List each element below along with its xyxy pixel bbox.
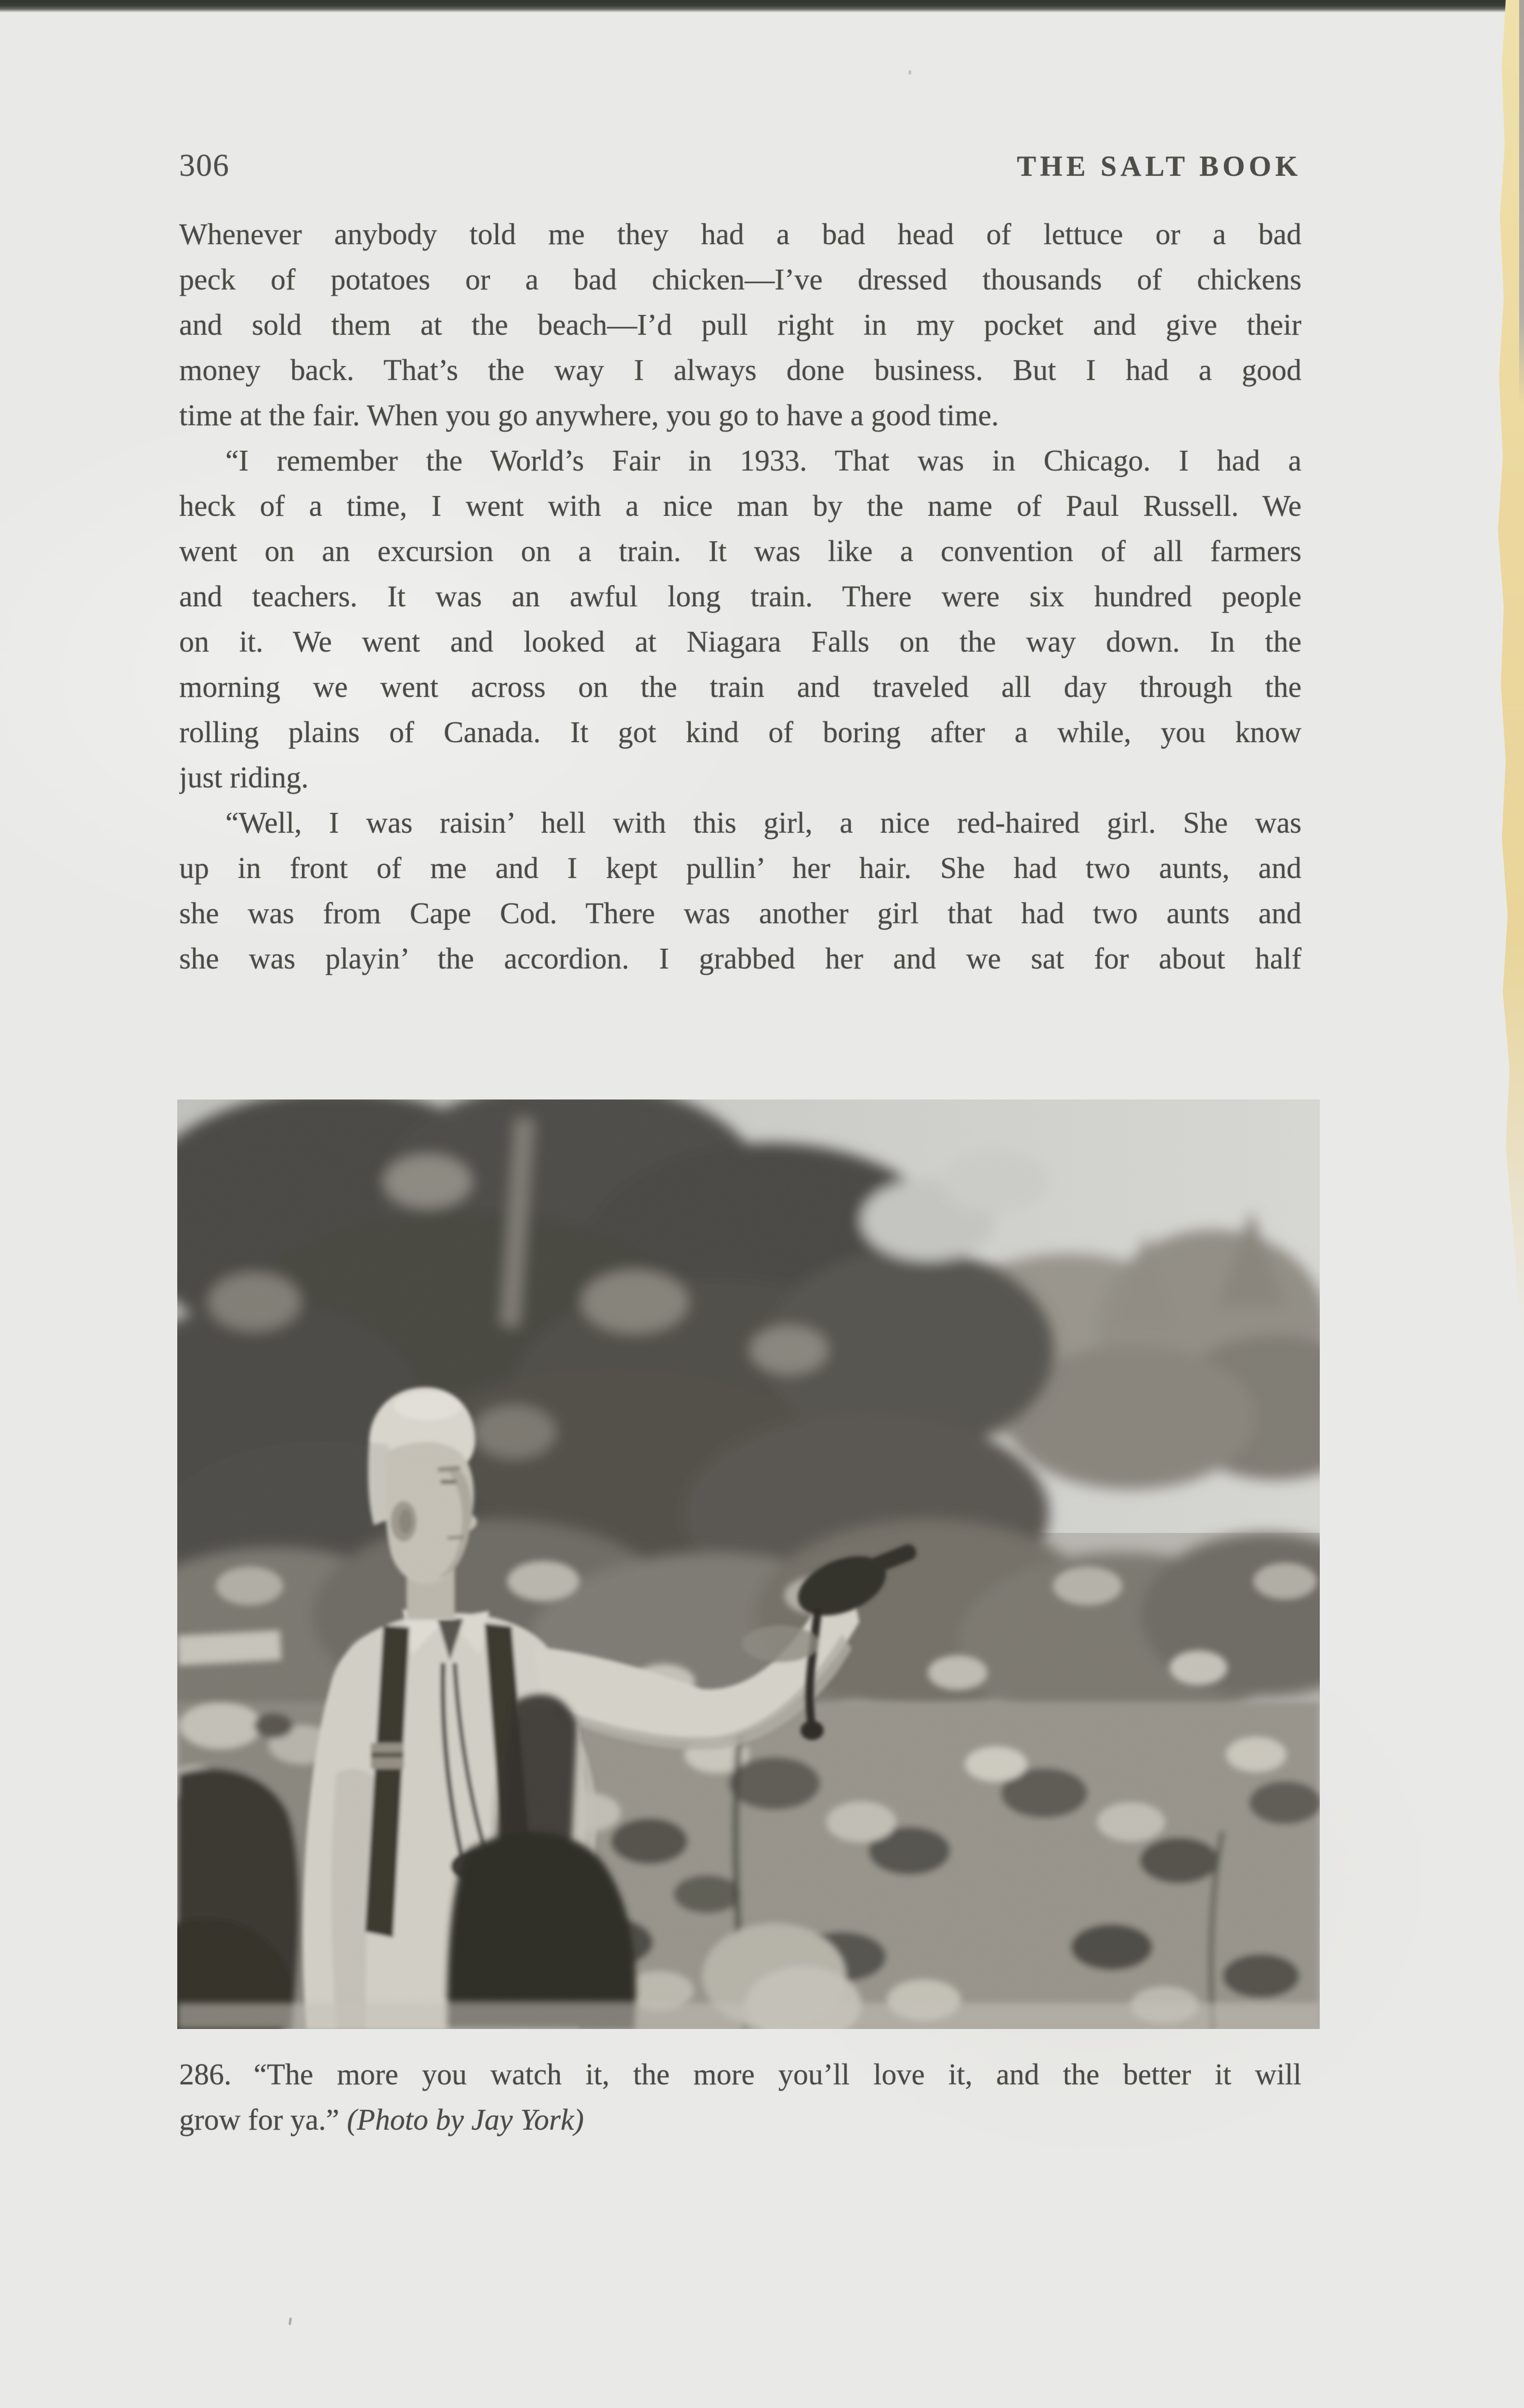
text-line: rolling plains of Canada. It got kind of boring after a while, you know bbox=[179, 716, 1301, 749]
paragraph bbox=[179, 800, 1301, 982]
text-line: “I remember the World’s Fair in 1933. That was in Chicago. I had a bbox=[225, 445, 1301, 477]
paragraph bbox=[179, 438, 1301, 800]
text-line: and teachers. It was an awful long train. There were six hundred people bbox=[179, 580, 1301, 613]
scan-speck bbox=[289, 2317, 292, 2326]
text-line: and sold them at the beach—I’d pull right in my pocket and give their bbox=[179, 309, 1301, 341]
scan-top-edge bbox=[0, 0, 1524, 13]
text-line: she was playin’ the accordion. I grabbed her and we sat for about half bbox=[179, 942, 1301, 975]
caption-line-2 bbox=[179, 2097, 1301, 2143]
text-line: she was from Cape Cod. There was another girl that had two aunts and bbox=[179, 897, 1301, 930]
text-line: up in front of me and I kept pullin’ her hair. She had two aunts, and bbox=[179, 852, 1301, 885]
photo-caption bbox=[179, 2052, 1301, 2143]
paragraph bbox=[179, 212, 1301, 438]
text-line: went on an excursion on a train. It was like a convention of all farmers bbox=[179, 535, 1301, 568]
caption-line-1 bbox=[179, 2052, 1301, 2097]
text-line: morning we went across on the train and traveled all day through the bbox=[179, 671, 1301, 704]
photo bbox=[177, 1099, 1320, 2029]
caption-credit: (Photo by Jay York) bbox=[347, 2104, 584, 2136]
page-number: 306 bbox=[179, 148, 230, 183]
text-line: money back. That’s the way I always done business. But I had a good bbox=[179, 354, 1301, 387]
text-line: on it. We went and looked at Niagara Falls on the way down. In the bbox=[179, 626, 1301, 658]
caption-text: grow for ya.” bbox=[179, 2104, 340, 2136]
text-line: Whenever anybody told me they had a bad head of lettuce or a bad bbox=[179, 218, 1301, 251]
text-line: just riding. bbox=[179, 761, 309, 794]
text-line: “Well, I was raisin’ hell with this girl, a nice red-haired girl. She was bbox=[225, 807, 1301, 839]
text-line: heck of a time, I went with a nice man by the name of Paul Russell. We bbox=[179, 490, 1301, 523]
body-text bbox=[179, 212, 1301, 982]
scan-edge-sliver bbox=[1519, 0, 1524, 405]
text-line: peck of potatoes or a bad chicken—I’ve dressed thousands of chickens bbox=[179, 263, 1301, 296]
photo-figure bbox=[177, 1099, 1320, 2207]
running-title: THE SALT BOOK bbox=[1017, 150, 1301, 182]
running-head bbox=[179, 147, 1301, 184]
photo-illustration bbox=[177, 1099, 1320, 2029]
text-line: time at the fair. When you go anywhere, you go to have a good time. bbox=[179, 399, 999, 432]
caption-text: “The more you watch it, the more you’ll love it, and the better it will bbox=[253, 2058, 1301, 2091]
scan-speck bbox=[908, 70, 911, 75]
caption-number: 286. bbox=[179, 2058, 232, 2091]
